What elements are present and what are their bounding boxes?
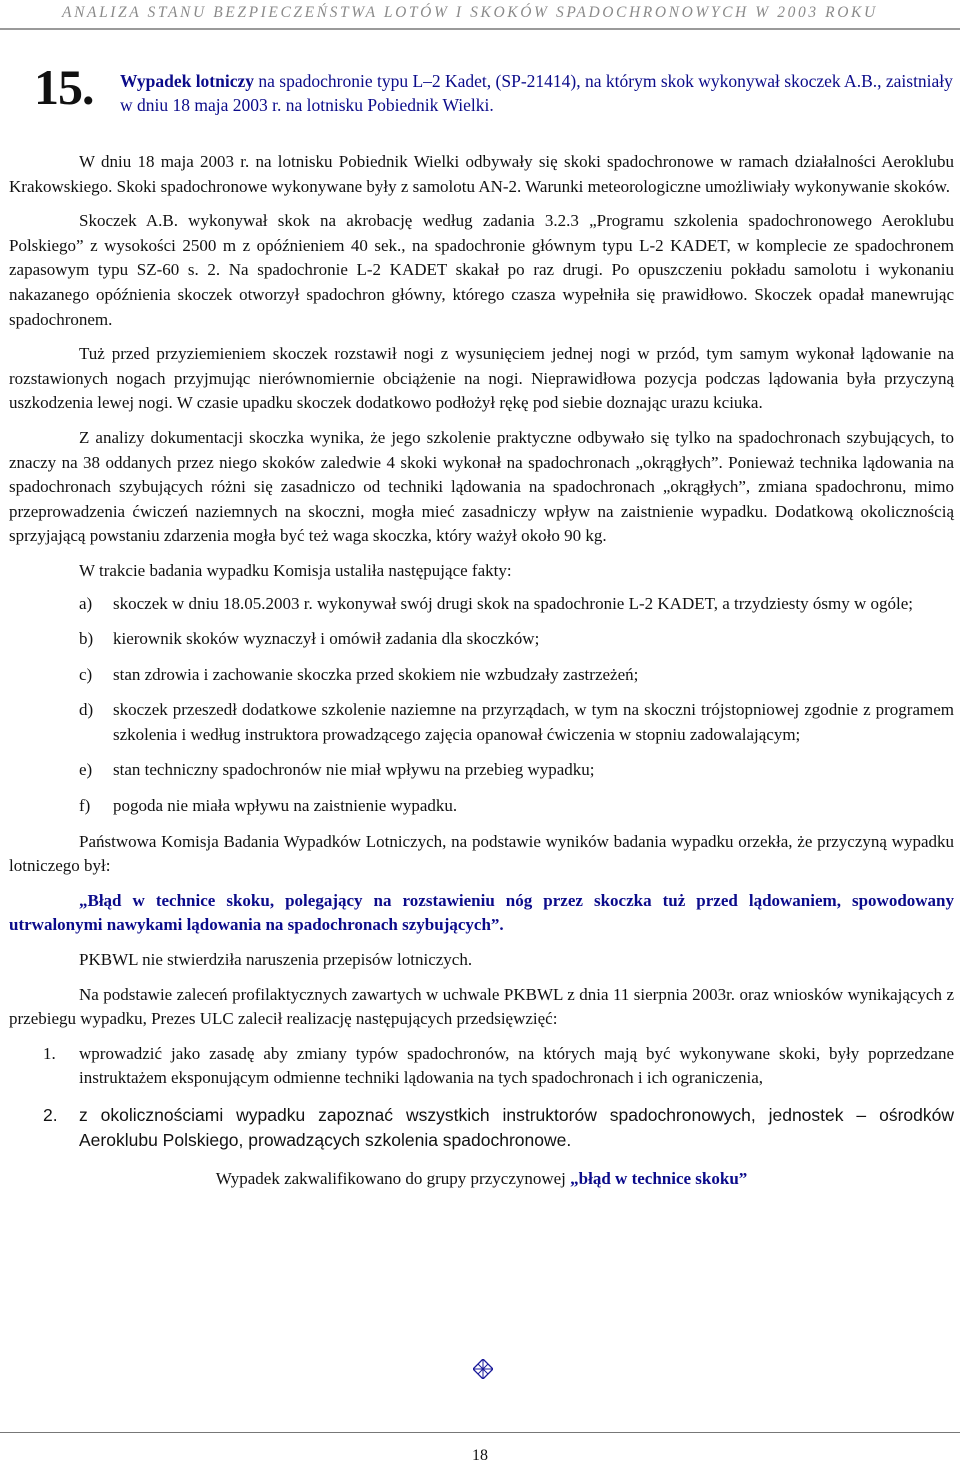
list-item: [9, 627, 954, 652]
paragraph-analysis: Z analizy dokumentacji skoczka wynika, że jego szkolenie praktyczne odbywało się tylko na spadochronach szybujących, to znaczy na 38 oddanych przez niego skoków zaledwie 4 skoki wykonał na spadochronach „okrągłych”. Ponieważ technika lądowania na spadochronach szybujących różni się zasadniczo od techniki lądowania na spadochronach „okrągłych”, zmiana spadochronu, mimo przeprowadzenia ćwiczeń naziemnych na skoczni, mogła mieć zasadniczy wpływ na zaistnienie wypadku. Dodatkową okolicznością sprzyjającą powstaniu zdarzenia mogła być też waga skoczka, który ważył około 90 kg.: [9, 427, 954, 546]
list-item: [9, 592, 954, 617]
facts-list: [9, 592, 954, 819]
page-number: 18: [472, 1447, 488, 1464]
classification-group: „błąd w technice skoku”: [570, 1169, 748, 1188]
list-item-letter: a): [79, 593, 93, 613]
list-item-letter: b): [79, 629, 94, 649]
list-item: [9, 794, 954, 819]
recommendations-list: [9, 1042, 954, 1153]
list-item-text: z okolicznościami wypadku zapoznać wszystkich instruktorów spadochronowych, jednostek – ośrodków Aeroklubu Polskiego, prowadzących szkolenia spadochronowe.: [79, 1105, 954, 1150]
section-number: 15.: [34, 59, 94, 115]
document-body: [9, 150, 954, 1192]
list-item: [9, 758, 954, 783]
footer-divider: [0, 1432, 960, 1433]
paragraph-jump-description: Skoczek A.B. wykonywał skok na akrobację według zadania 3.2.3 „Programu szkolenia spadochronowego Aeroklubu Polskiego” z wysokości 2500 m z opóźnieniem 40 sek., na spadochronie głównym typu L-2 KADET, w komplecie ze spadochronem zapasowym typu SZ-60 s. 2. Na spadochronie L-2 KADET skakał po raz drugi. Po opuszczeniu pokładu samolotu i wykonaniu nakazanego opóźnienia skoczek otworzył spadochron główny, którego czasza wypełniła się prawidłowo. Skoczek opadał manewrując spadochronem.: [9, 211, 954, 329]
section-title-rest: na spadochronie typu L–2 Kadet, (SP-21414), na którym skok wykonywał skoczek A.B., zaistniały w dniu 18 maja 2003 r. na lotnisku Pobiednik Wielki.: [120, 71, 953, 115]
list-item-letter: d): [79, 700, 94, 720]
list-item: [9, 1042, 954, 1091]
classification-prefix: Wypadek zakwalifikowano do grupy przyczynowej: [215, 1169, 571, 1188]
list-item: [9, 1103, 954, 1153]
paragraph-cause-conclusion: „Błąd w technice skoku, polegający na rozstawieniu nóg przez skoczka tuż przed lądowaniem, spowodowany utrwalonymi nawykami lądowania na spadochronach szybujących”.: [9, 890, 954, 935]
header-divider: [0, 28, 960, 30]
list-item: [9, 698, 954, 747]
paragraph-landing: Tuż przed przyziemieniem skoczek rozstawił nogi z wysunięciem jednej nogi w przód, tym samym wykonał lądowanie na rozstawionych nogach przyjmując nierównomiernie obciążenie na nogi. Nieprawidłowa pozycja podczas lądowania była przyczyną uszkodzenia lewej nogi. W czasie upadku skoczek dodatkowo podłożył rękę pod siebie doznając urazu kciuka.: [9, 344, 954, 413]
list-item-text: kierownik skoków wyznaczył i omówił zadania dla skoczków;: [113, 629, 540, 649]
list-item-letter: f): [79, 796, 91, 816]
list-item-number: 1.: [43, 1043, 56, 1063]
paragraph-facts-intro: W trakcie badania wypadku Komisja ustaliła następujące fakty:: [79, 560, 512, 580]
list-item-number: 2.: [43, 1105, 58, 1125]
list-item-text: skoczek w dniu 18.05.2003 r. wykonywał swój drugi skok na spadochronie L-2 KADET, a trzydziesty ósmy w ogóle;: [113, 593, 913, 613]
paragraph-no-violations: PKBWL nie stwierdziła naruszenia przepisów lotniczych.: [79, 950, 473, 970]
running-header: [0, 0, 960, 30]
list-item-text: skoczek przeszedł dodatkowe szkolenie naziemne na przyrządach, w tym na skoczni trójstopniowej zgodnie z programem szkolenia i według instruktora prowadzącego zajęcia opanował ćwiczenia w stopniu zadowalającym;: [113, 700, 954, 744]
list-item-text: stan zdrowia i zachowanie skoczka przed skokiem nie wzbudzały zastrzeżeń;: [113, 664, 639, 684]
paragraph-recommendations-intro: Na podstawie zaleceń profilaktycznych zawartych w uchwale PKBWL z dnia 11 sierpnia 2003r. oraz wniosków wynikających z przebiegu wypadku, Prezes ULC zalecił realizację następujących przedsięwzięć:: [9, 984, 954, 1029]
section-title: [120, 69, 955, 117]
paragraph-circumstances: W dniu 18 maja 2003 r. na lotnisku Pobiednik Wielki odbywały się skoki spadochronowe w ramach działalności Aeroklubu Krakowskiego. Skoki spadochronowe wykonywane były z samolotu AN-2. Warunki meteorologiczne umożliwiały wykonywanie skoków.: [9, 152, 954, 196]
section-title-bold: Wypadek lotniczy: [120, 71, 255, 91]
paragraph-verdict-intro: Państwowa Komisja Badania Wypadków Lotniczych, na podstawie wyników badania wypadku orzekła, że przyczyną wypadku lotniczego był:: [9, 831, 954, 876]
list-item-text: stan techniczny spadochronów nie miał wpływu na przebieg wypadku;: [113, 760, 595, 780]
list-item-text: wprowadzić jako zasadę aby zmiany typów spadochronów, na których mają być wykonywane skoki, były poprzedzane instruktażem eksponującym odmienne techniki lądowania na tych spadochronach i ich ograniczenia,: [79, 1043, 954, 1088]
diamond-grid-icon: [473, 1359, 493, 1379]
paragraph-classification: [9, 1167, 954, 1192]
list-item: [9, 663, 954, 688]
running-title: ANALIZA STANU BEZPIECZEŃSTWA LOTÓW I SKOKÓW SPADOCHRONOWYCH W 2003 ROKU: [62, 4, 878, 21]
list-item-letter: c): [79, 664, 93, 684]
list-item-text: pogoda nie miała wpływu na zaistnienie wypadku.: [113, 796, 458, 816]
list-item-letter: e): [79, 760, 93, 780]
